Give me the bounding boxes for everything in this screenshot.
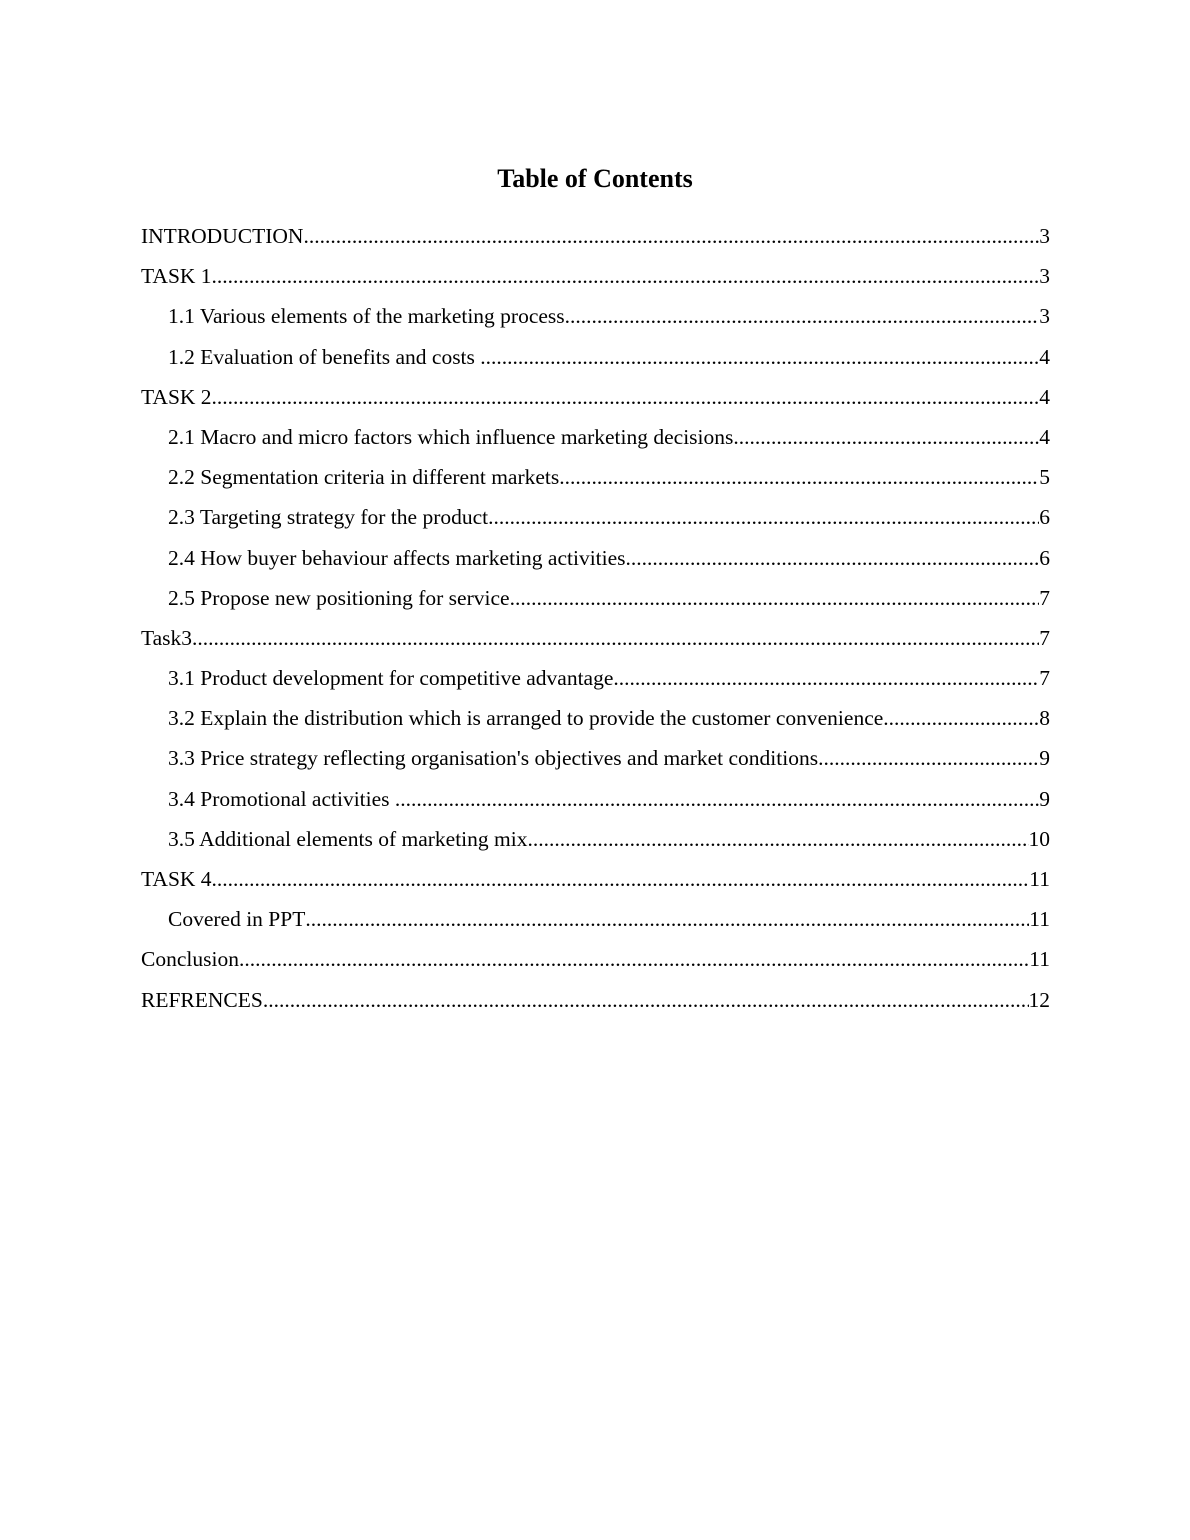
dot-leader <box>488 500 1039 534</box>
dot-leader <box>305 902 1029 936</box>
toc-entry-title: TASK 1 <box>141 264 212 289</box>
dot-leader <box>883 701 1039 735</box>
dot-leader <box>480 340 1039 374</box>
dot-leader <box>395 782 1039 816</box>
toc-entry[interactable] <box>141 460 1050 500</box>
toc-entry-page-number: 6 <box>1039 505 1050 530</box>
toc-entry[interactable] <box>141 661 1050 701</box>
toc-entry-page-number: 5 <box>1039 465 1050 490</box>
dot-leader <box>192 621 1039 655</box>
toc-entry-page-number: 8 <box>1039 706 1050 731</box>
toc-entry-title: 2.5 Propose new positioning for service <box>168 585 510 610</box>
toc-entry[interactable] <box>141 741 1050 781</box>
toc-entry-title: Covered in PPT <box>168 907 306 932</box>
toc-entry-page-number: 9 <box>1039 746 1050 771</box>
toc-entry-title: TASK 4 <box>141 867 212 891</box>
dot-leader <box>626 541 1040 575</box>
toc-entry-title: 2.1 Macro and micro factors which influence marketing decisions <box>168 424 734 449</box>
toc-entry-page-number: 10 <box>1028 826 1050 851</box>
toc-entry-title: TASK 2 <box>141 384 212 409</box>
toc-entry-page-number: 3 <box>1039 224 1050 248</box>
toc-entry-title: 2.4 How buyer behaviour affects marketing activities <box>168 545 626 570</box>
dot-leader <box>613 661 1039 695</box>
toc-entry-page-number: 3 <box>1039 264 1050 289</box>
dot-leader <box>733 420 1039 454</box>
toc-entry[interactable] <box>141 340 1050 380</box>
dot-leader <box>527 822 1028 856</box>
toc-entry[interactable] <box>141 983 1050 1023</box>
dot-leader <box>212 259 1040 293</box>
toc-entry-page-number: 12 <box>1028 987 1050 1012</box>
toc-entry[interactable] <box>141 701 1050 741</box>
toc-entry[interactable] <box>141 500 1050 540</box>
toc-entry[interactable] <box>141 942 1050 982</box>
toc-entry-page-number: 9 <box>1039 786 1050 811</box>
toc-entry-title: 2.2 Segmentation criteria in different markets <box>168 465 560 490</box>
toc-entry-title: Task3 <box>141 625 193 650</box>
toc-entry[interactable] <box>141 259 1050 299</box>
toc-entry[interactable] <box>141 902 1050 942</box>
toc-entry[interactable] <box>141 782 1050 822</box>
dot-leader <box>239 942 1029 976</box>
toc-entry[interactable] <box>141 862 1050 902</box>
toc-entry-title: 2.3 Targeting strategy for the product <box>168 505 489 530</box>
toc-entry-page-number: 7 <box>1039 625 1050 650</box>
toc-entry[interactable] <box>141 219 1050 259</box>
toc-entry[interactable] <box>141 380 1050 420</box>
dot-leader <box>510 581 1040 615</box>
toc-entry-page-number: 11 <box>1029 907 1050 932</box>
toc-entry[interactable] <box>141 299 1050 339</box>
toc-entry-page-number: 3 <box>1039 304 1050 329</box>
toc-entry-title: 3.3 Price strategy reflecting organisation's objectives and market conditions <box>168 746 819 771</box>
toc-entry-page-number: 7 <box>1039 666 1050 691</box>
toc-list <box>141 219 1050 1023</box>
toc-entry[interactable] <box>141 420 1050 460</box>
toc-entry-page-number: 11 <box>1029 947 1050 972</box>
toc-entry-page-number: 4 <box>1039 384 1050 409</box>
dot-leader <box>212 380 1040 414</box>
toc-entry-page-number: 6 <box>1039 545 1050 570</box>
toc-entry-title: INTRODUCTION <box>141 224 304 248</box>
toc-entry-title: REFRENCES <box>141 987 263 1012</box>
toc-entry-page-number: 4 <box>1039 344 1050 369</box>
toc-entry-title: 3.1 Product development for competitive advantage <box>168 666 614 691</box>
dot-leader <box>818 741 1039 775</box>
toc-entry-page-number: 4 <box>1039 424 1050 449</box>
dot-leader <box>263 983 1029 1017</box>
toc-title: Table of Contents <box>497 164 693 193</box>
dot-leader <box>212 862 1030 896</box>
toc-entry-title: 1.2 Evaluation of benefits and costs <box>168 344 481 369</box>
dot-leader <box>559 460 1039 494</box>
toc-entry[interactable] <box>141 541 1050 581</box>
toc-entry-title: 3.2 Explain the distribution which is arranged to provide the customer convenience <box>168 706 884 731</box>
toc-entry-title: 3.4 Promotional activities <box>168 786 395 811</box>
toc-entry-page-number: 11 <box>1029 867 1050 891</box>
dot-leader <box>565 299 1040 333</box>
toc-entry[interactable] <box>141 581 1050 621</box>
toc-entry-page-number: 7 <box>1039 585 1050 610</box>
toc-entry-title: 1.1 Various elements of the marketing process <box>168 304 565 329</box>
toc-entry[interactable] <box>141 822 1050 862</box>
toc-entry[interactable] <box>141 621 1050 661</box>
toc-entry-title: 3.5 Additional elements of marketing mix <box>168 826 528 851</box>
dot-leader <box>303 219 1039 253</box>
toc-entry-title: Conclusion <box>141 947 239 972</box>
